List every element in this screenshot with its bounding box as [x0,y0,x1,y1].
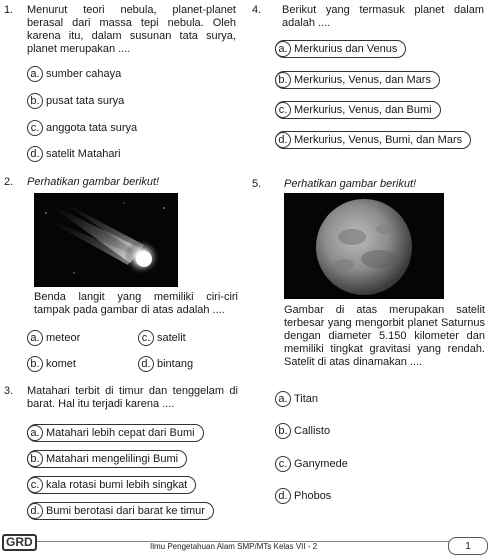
option-text: Merkurius, Venus, dan Bumi [294,104,432,116]
option-text: Callisto [294,425,331,437]
q1-option-d[interactable] [27,146,121,162]
option-text: komet [46,358,76,370]
q1-option-a[interactable] [27,66,121,82]
option-text: Phobos [294,490,332,502]
option-text: anggota tata surya [46,122,138,134]
option-letter-c: c. [275,456,291,472]
option-text: Bumi berotasi dari barat ke timur [46,505,205,517]
option-text: meteor [46,332,81,344]
option-letter-b: b. [275,72,291,88]
option-letter-c: c. [138,330,154,346]
option-text: Merkurius, Venus, dan Mars [294,74,431,86]
publisher-logo: GRD [2,534,37,551]
book-title: Ilmu Pengetahuan Alam SMP/MTs Kelas VII - 2 [150,542,318,551]
page-number: 1 [448,537,488,555]
option-letter-c: c. [27,477,43,493]
option-letter-b: b. [27,93,43,109]
option-text: bintang [157,358,194,370]
option-text: Ganymede [294,458,348,470]
option-letter-c: c. [275,102,291,118]
q4-option-c[interactable] [275,101,441,119]
option-letter-a: a. [27,425,43,441]
q5-option-a[interactable] [275,391,318,407]
q5-option-c[interactable] [275,456,348,472]
option-letter-a: a. [275,391,291,407]
option-text: Matahari mengelilingi Bumi [46,453,179,465]
option-text: Merkurius dan Venus [294,43,398,55]
q4-option-a[interactable] [275,40,406,58]
q3-option-d[interactable] [27,502,214,520]
option-letter-d: d. [27,503,43,519]
question-5-number: 5. [252,178,262,190]
option-text: kala rotasi bumi lebih singkat [46,479,188,491]
moon-illustration [284,193,444,299]
option-letter-a: a. [27,66,43,82]
q3-option-a[interactable] [27,424,204,442]
question-3-number: 3. [4,385,14,397]
option-letter-a: a. [27,330,43,346]
question-2-text: Benda langit yang memiliki ciri-ciri tampak pada gambar di atas adalah .... [34,291,238,316]
q4-option-b[interactable] [275,71,440,89]
option-text: Titan [294,393,319,405]
option-text: sumber cahaya [46,68,122,80]
option-text: satelit [157,332,186,344]
option-letter-c: c. [27,120,43,136]
question-5-text: Gambar di atas merupakan satelit terbesar yang mengorbit planet Saturnus dengan diameter 5.150 kilometer dan memiliki tingkat gravitasi yang rendah. Satelit di atas dinamakan .... [284,304,485,368]
option-letter-b: b. [275,423,291,439]
option-text: Merkurius, Venus, Bumi, dan Mars [294,134,463,146]
q2-option-d[interactable] [138,356,193,372]
question-4-number: 4. [252,4,262,16]
question-4-text: Berikut yang termasuk planet dalam adalah .... [282,4,484,29]
option-text: satelit Matahari [46,148,121,160]
q1-option-b[interactable] [27,93,124,109]
q5-option-d[interactable] [275,488,331,504]
titan-image [284,193,444,299]
option-letter-d: d. [27,146,43,162]
question-1-number: 1. [4,4,14,16]
page-footer [0,533,489,551]
question-2-number: 2. [4,176,14,188]
comet-image [34,193,178,287]
option-letter-d: d. [275,488,291,504]
comet-illustration [34,193,178,287]
question-2-instruction: Perhatikan gambar berikut! [27,176,160,188]
question-1-text: Menurut teori nebula, planet-planet berasal dari massa tepi nebula. Oleh karena itu, dalam susunan tata surya, planet merupakan .... [27,4,236,55]
option-letter-d: d. [138,356,154,372]
option-letter-d: d. [275,132,291,148]
q2-option-c[interactable] [138,330,186,346]
question-5-instruction: Perhatikan gambar berikut! [284,178,417,190]
option-letter-b: b. [27,451,43,467]
option-text: Matahari lebih cepat dari Bumi [46,427,195,439]
q4-option-d[interactable] [275,131,471,149]
q5-option-b[interactable] [275,423,330,439]
q2-option-b[interactable] [27,356,76,372]
q2-option-a[interactable] [27,330,80,346]
question-3-text: Matahari terbit di timur dan tenggelam di barat. Hal itu terjadi karena .... [27,385,238,410]
option-letter-b: b. [27,356,43,372]
option-text: pusat tata surya [46,95,125,107]
option-letter-a: a. [275,41,291,57]
q3-option-b[interactable] [27,450,187,468]
q3-option-c[interactable] [27,476,196,494]
q1-option-c[interactable] [27,120,137,136]
